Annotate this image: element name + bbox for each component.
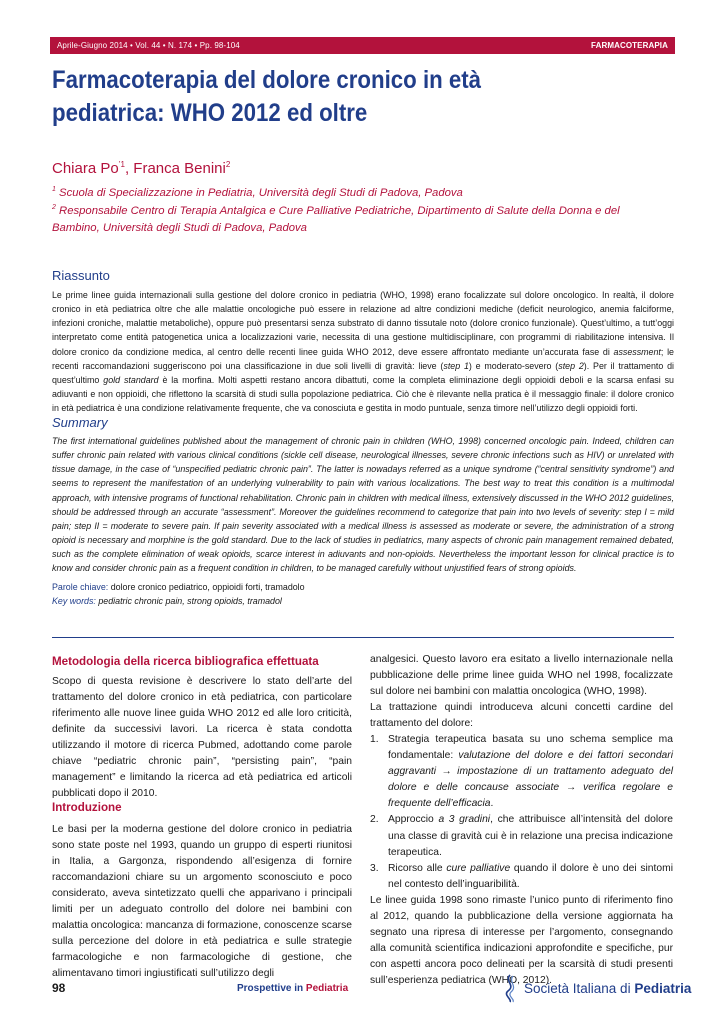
riassunto-italic-step2: step 2 (558, 360, 584, 371)
list-italic: impostazione di un trattamento adeguato del dolore e delle concause associate (388, 766, 673, 794)
list-text: Ricorso alle (388, 862, 447, 874)
keywords-english-label: Key words: (52, 596, 96, 606)
journal-name-part: Prospettive in (237, 983, 306, 994)
keywords-italian (52, 581, 305, 594)
affiliation-2-num: 2 (52, 204, 56, 211)
riassunto-text-part: è la morfina. Molti aspetti restano ancora dibattuti, come la completa eliminazione degli oppioidi deboli e la scarsa enfasi su adiuvanti e non oppioidi, che riflettono la scarsità di studi sulla popolazione pediatrica. Ciò che è rilevante nella pratica è il messaggio finale: il dolore cronico in età pediatrica è una condizione relativamente frequente, che va conosciuta e gestita in modo puntuale, senza timore nell’utilizzo degli oppioidi forti. (52, 374, 674, 414)
journal-name (237, 983, 348, 994)
list-italic: verifica regolare e frequente dell’efficacia (388, 782, 673, 810)
riassunto-italic-step1: step 1 (443, 360, 469, 371)
affiliation-1-num: 1 (52, 186, 56, 193)
list-number: 1. (370, 734, 379, 746)
list-item (370, 732, 673, 812)
society-name-part: Pediatria (634, 980, 692, 996)
title-line-2: pediatrica: WHO 2012 ed oltre (52, 99, 368, 127)
affiliation-1-text: Scuola di Specializzazione in Pediatria, Università degli Studi di Padova, Padova (59, 186, 463, 199)
list-text: Strategia terapeutica basata su uno schema semplice ma fondamentale: (388, 734, 673, 762)
list-italic: cure palliative (446, 862, 511, 874)
list-text: Approccio (388, 814, 439, 826)
introduction-heading: Introduzione (52, 801, 122, 814)
author-1: Chiara Po (52, 160, 119, 177)
page-number: 98 (52, 981, 66, 995)
right-paragraph-2: La trattazione quindi introduceva alcuni concetti cardine del trattamento del dolore: (370, 702, 673, 730)
summary-heading: Summary (52, 415, 108, 430)
riassunto-text-part: ). Per il trattamento di quest’ultimo (52, 360, 674, 385)
issue-info: Aprile-Giugno 2014 • Vol. 44 • N. 174 • Pp. 98-104 (57, 41, 240, 50)
list-text: quando il dolore è uno dei sintomi nel contesto dell’inguaribilità. (388, 862, 673, 890)
society-logo (500, 973, 691, 1003)
society-logo-icon (500, 973, 520, 1003)
right-paragraph-3: Le linee guida 1998 sono rimaste l’unico punto di riferimento fino al 2012, quando la pubblicazione della versione aggiornata ha segnato una ripresa di interesse per l’argomento, consegnando alla comunità scientifica indicazioni approfondite e specifiche, pur con aspetti ancora poco delineati per la scarsità di studi presenti sull’esperienza pediatrica (WHO, 2012). (370, 894, 673, 986)
list-italic: valutazione del dolore e dei fattori secondari aggravanti (388, 750, 673, 778)
keywords-italian-label: Parole chiave: (52, 582, 109, 592)
article-title (52, 64, 604, 130)
summary-text: The first international guidelines published about the management of chronic pain in children (WHO, 1998) concerned oncologic pain. Indeed, children can suffer chronic pain related with various clinical conditions (sickle cell disease, neurological illnesses, severe chronic infections such as HIV) or unrelated with tissue damage, in the case of “unspecified pediatric chronic pain”. The latter is nowadays referred as a unique syndrome (“central sensitivity syndrome”) and seems to represent the manifestation of an underlying vulnerability to pain with various localizations. The best way to treat this condition is a multimodal approach, with intensive programs of functional rehabilitation. Chronic pain in children with medical illness, extensively discussed in the WHO 2012 guidelines, should be addressed through an accurate “assessment”. Moreover the guidelines recommend to categorize that pain into two levels of severity: step I = mild pain; step II = moderate to severe pain. If pain severity associated with a medical illness is assessed as moderate or severe, the administration of a strong opioid is necessary and morphine is the gold standard. Due to the lack of studies in pediatrics, many aspects of chronic pain management remained debated, such as the complete elimination of weak opioids, scarce interest in adiuvants and non-opioids. Nevertheless the important lesson for clinical practice is to know and consider chronic pain as a frequent condition in children, to be managed carefully without unjustified fears of strong opioids. (52, 436, 674, 574)
title-line-1: Farmacoterapia del dolore cronico in età (52, 66, 482, 94)
authors (52, 160, 230, 177)
riassunto-italic-assessment: assessment (613, 346, 661, 357)
keywords-english (52, 595, 282, 608)
author-separator: , (124, 160, 134, 177)
affiliation-2 (52, 199, 677, 237)
principles-list (370, 732, 673, 892)
arrow-icon: → (436, 766, 458, 778)
list-text: . (490, 798, 494, 810)
riassunto-text-part: ; le recenti raccomandazioni suggeriscono poi una classificazione in due soli livelli di gravità: lieve ( (52, 346, 674, 371)
journal-header-bar (50, 37, 675, 54)
riassunto-text-part: ) e moderato-severo ( (468, 360, 559, 371)
riassunto-text-part: Le prime linee guida internazionali sulla gestione del dolore cronico in pediatria (WHO, 1998) erano focalizzate sul dolore oncologico. In realtà, il dolore cronico in età pediatrica oltre che alle malattie oncologiche può essere in relazione ad altre condizioni mediche (deficit neurologico, anemia falciforme, infezioni croniche, malattie metaboliche), oppure può presentarsi senza substrato di danno tissutale noto (dolore cronico funzionale). Quest’ultimo, a tutt’oggi interpretato come entità patogenetica unica a localizzazioni varie, necessita di una gestione multidisciplinare, con programmi di riabilitazione intensiva. Il dolore cronico da condizione medica, al centro delle recenti linee guida WHO 2012, deve essere affrontato mediante un’accurata fase di (52, 290, 674, 357)
affiliation-2-text-line1: Responsabile Centro di Terapia Antalgica e Cure Palliative Pediatriche, Dipartimento di Salute della Donna e del (59, 204, 620, 217)
list-item (370, 861, 673, 893)
right-column (370, 652, 673, 989)
list-item (370, 812, 673, 860)
society-name (524, 981, 691, 996)
methodology-heading: Metodologia della ricerca bibliografica effettuata (52, 655, 319, 668)
list-number: 3. (370, 862, 379, 874)
keywords-english-text: pediatric chronic pain, strong opioids, tramadol (95, 596, 282, 606)
author-1-affil: ’1 (118, 160, 125, 169)
methodology-paragraph: Scopo di questa revisione è descrivere lo stato dell’arte del trattamento del dolore cronico in età pediatrica, con particolare riferimento alle nuove linee guida WHO 2012 ed alle loro criticità, definite da successivi lavori. La ricerca è stata condotta utilizzando il motore di ricerca Pubmed, adottando come parole chiave “pediatric chronic pain”, “persisting pain”, “pain management” e limitando la ricerca ad età pediatrica ed articoli pubblicati dopo il 2010. (52, 676, 352, 800)
arrow-icon: → (559, 782, 584, 794)
riassunto-text (52, 288, 674, 415)
riassunto-heading: Riassunto (52, 268, 110, 283)
list-text: , che attribuisce all’intensità del dolore una classe di gravità cui è in relazione una precisa indicazione terapeutica. (388, 814, 673, 858)
author-2-affil: 2 (225, 160, 231, 169)
riassunto-italic-gold-standard: gold standard (103, 374, 159, 385)
author-2: Franca Benini (133, 160, 226, 177)
society-name-part: Società Italiana di (524, 980, 635, 996)
list-italic: a 3 gradini (438, 814, 491, 826)
keywords-italian-text: dolore cronico pediatrico, oppioidi forti, tramadolo (108, 582, 305, 592)
section-divider (52, 637, 674, 638)
introduction-paragraph: Le basi per la moderna gestione del dolore cronico in pediatria sono state poste nel 1993, quando un gruppo di esperti riunitosi in Italia, a Gargonza, rispondendo all’esigenza di fornire raccomandazioni chiare su un argomento sconosciuto e poco considerato, aveva sintetizzato quelli che apparivano i principali limiti per un adeguato controllo del dolore nei bambini con malattia oncologica: mancanza di formazione, conoscenze scarse sulla percezione del dolore in età pediatrica e sulle strategie farmacologiche e non farmacologiche di gestione, che alimentavano timori ingiustificati sull’utilizzo degli (52, 824, 352, 980)
right-paragraph-1: analgesici. Questo lavoro era esitato a livello internazionale nella pubblicazione delle prime linee guida WHO nel 1998, focalizzate sul dolore nei bambini con malattia oncologica (WHO, 1998). (370, 654, 673, 698)
journal-name-part: Pediatria (305, 983, 349, 994)
section-label: FARMACOTERAPIA (591, 41, 668, 50)
affiliation-2-text-line2: Bambino, Università degli Studi di Padova, Padova (52, 221, 307, 234)
list-number: 2. (370, 814, 379, 826)
